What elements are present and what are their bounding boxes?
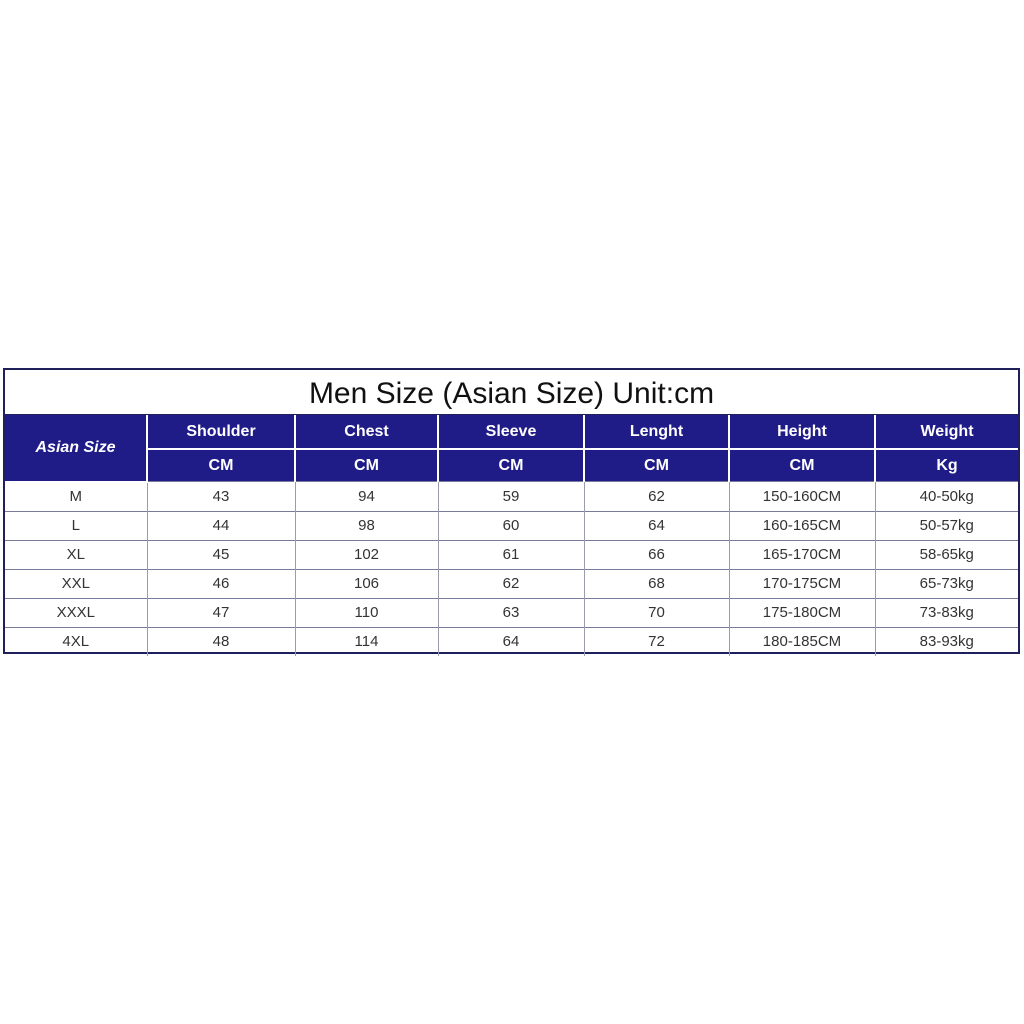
cell-height: 150-160CM — [729, 482, 875, 512]
cell-length: 68 — [584, 569, 729, 598]
table-row — [5, 511, 1018, 540]
cell-chest: 102 — [295, 540, 438, 569]
column-header-length: Lenght — [584, 415, 729, 449]
column-header-height: Height — [729, 415, 875, 449]
cell-shoulder: 45 — [147, 540, 295, 569]
cell-chest: 98 — [295, 511, 438, 540]
header-row-names — [5, 415, 1018, 449]
column-header-weight: Weight — [875, 415, 1018, 449]
cell-size: XL — [5, 540, 147, 569]
column-unit-shoulder: CM — [147, 449, 295, 482]
cell-height: 160-165CM — [729, 511, 875, 540]
chart-title: Men Size (Asian Size) Unit:cm — [5, 370, 1018, 415]
cell-length: 70 — [584, 598, 729, 627]
cell-weight: 73-83kg — [875, 598, 1018, 627]
cell-shoulder: 46 — [147, 569, 295, 598]
cell-size: L — [5, 511, 147, 540]
cell-length: 72 — [584, 627, 729, 656]
cell-chest: 114 — [295, 627, 438, 656]
column-unit-height: CM — [729, 449, 875, 482]
cell-height: 175-180CM — [729, 598, 875, 627]
corner-label: Asian Size — [5, 415, 147, 482]
cell-sleeve: 60 — [438, 511, 584, 540]
column-unit-chest: CM — [295, 449, 438, 482]
cell-size: XXXL — [5, 598, 147, 627]
table-row — [5, 569, 1018, 598]
cell-shoulder: 47 — [147, 598, 295, 627]
cell-chest: 106 — [295, 569, 438, 598]
cell-shoulder: 44 — [147, 511, 295, 540]
cell-height: 170-175CM — [729, 569, 875, 598]
table-row — [5, 598, 1018, 627]
table-row — [5, 482, 1018, 512]
cell-chest: 110 — [295, 598, 438, 627]
column-header-chest: Chest — [295, 415, 438, 449]
cell-weight: 58-65kg — [875, 540, 1018, 569]
cell-sleeve: 59 — [438, 482, 584, 512]
cell-size: M — [5, 482, 147, 512]
column-unit-sleeve: CM — [438, 449, 584, 482]
header-row-units — [5, 449, 1018, 482]
cell-shoulder: 43 — [147, 482, 295, 512]
cell-length: 62 — [584, 482, 729, 512]
cell-shoulder: 48 — [147, 627, 295, 656]
cell-sleeve: 63 — [438, 598, 584, 627]
cell-chest: 94 — [295, 482, 438, 512]
cell-size: XXL — [5, 569, 147, 598]
cell-sleeve: 61 — [438, 540, 584, 569]
cell-length: 64 — [584, 511, 729, 540]
column-header-shoulder: Shoulder — [147, 415, 295, 449]
cell-weight: 50-57kg — [875, 511, 1018, 540]
size-table — [5, 415, 1018, 656]
cell-height: 165-170CM — [729, 540, 875, 569]
cell-sleeve: 64 — [438, 627, 584, 656]
cell-weight: 40-50kg — [875, 482, 1018, 512]
cell-height: 180-185CM — [729, 627, 875, 656]
cell-weight: 65-73kg — [875, 569, 1018, 598]
column-unit-length: CM — [584, 449, 729, 482]
cell-size: 4XL — [5, 627, 147, 656]
size-chart — [3, 368, 1020, 654]
cell-sleeve: 62 — [438, 569, 584, 598]
table-row — [5, 627, 1018, 656]
cell-length: 66 — [584, 540, 729, 569]
column-unit-weight: Kg — [875, 449, 1018, 482]
table-row — [5, 540, 1018, 569]
column-header-sleeve: Sleeve — [438, 415, 584, 449]
cell-weight: 83-93kg — [875, 627, 1018, 656]
